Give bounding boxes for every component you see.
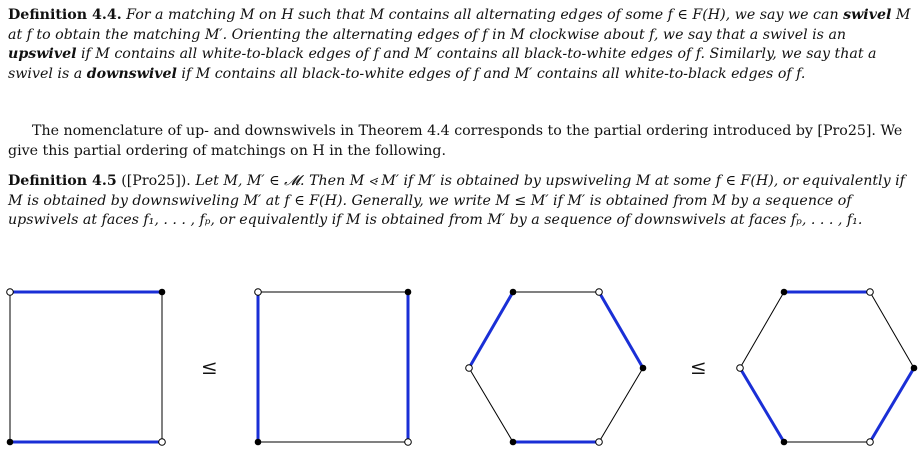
edge — [599, 368, 643, 442]
matched-edge — [870, 368, 914, 442]
matched-edge — [469, 292, 513, 368]
black-vertex — [911, 365, 918, 372]
black-vertex — [7, 439, 14, 446]
black-vertex — [405, 289, 412, 296]
black-vertex — [781, 439, 788, 446]
term-upswivel: upswivel — [8, 46, 77, 63]
white-vertex — [737, 365, 744, 372]
black-vertex — [159, 289, 166, 296]
edge — [740, 292, 784, 368]
definition-text: M at f to obtain the matching M′. Orienting the alternating edges of f in M clockwise about f, we say that a swivel is an — [8, 7, 911, 43]
nomenclature-paragraph: The nomenclature of up- and downswivels in Theorem 4.4 corresponds to the partial ordering introduced by [Pro25]. We give this partial ordering of matchings on H in the following. — [8, 123, 903, 159]
term-downswivel: downswivel — [86, 65, 177, 82]
white-vertex — [596, 289, 603, 296]
leq-symbol: ≤ — [690, 355, 707, 379]
matching-figure — [0, 282, 924, 456]
white-vertex — [867, 289, 874, 296]
definition-4-4 — [8, 6, 916, 84]
definition-text: if M contains all black-to-white edges of f and M′ contains all white-to-black edges of f. — [176, 65, 806, 82]
matching-panel-2 — [255, 289, 412, 446]
white-vertex — [596, 439, 603, 446]
definition-label: Definition 4.4. — [8, 7, 122, 23]
white-vertex — [466, 365, 473, 372]
white-vertex — [405, 439, 412, 446]
black-vertex — [640, 365, 647, 372]
matched-edge — [740, 368, 784, 442]
definition-text: For a matching M on H such that M contains all alternating edges of some f ∈ F(H), we say we can — [126, 7, 844, 23]
matching-panel-1 — [7, 289, 166, 446]
leq-symbol: ≤ — [201, 355, 218, 379]
white-vertex — [255, 289, 262, 296]
matching-panel-3 — [466, 289, 647, 446]
edge — [870, 292, 914, 368]
definition-label: Definition 4.5 — [8, 173, 117, 189]
definition-text: if M contains all white-to-black edges of f and M′ contains all black-to-white edges of f. Similarly, we say that a swivel is a — [8, 46, 877, 82]
matching-diagram — [0, 282, 924, 456]
black-vertex — [510, 439, 517, 446]
black-vertex — [510, 289, 517, 296]
edge — [469, 368, 513, 442]
term-swivel: swivel — [843, 7, 892, 23]
matching-panel-4 — [737, 289, 918, 446]
definition-4-5 — [8, 172, 916, 231]
black-vertex — [255, 439, 262, 446]
definition-text: Let M, M′ ∈ 𝓜. Then M ⋖ M′ if M′ is obtained by upswiveling M at some f ∈ F(H), or equivalently if M is obtained by downswiveling M′ at f ∈ F(H). Generally, we write M ≤ M′ if M′ is obtained from M by a sequence of upswivels at faces f₁, . . . , fₚ, or equivalently if M is obtained from M′ by a sequence of downswivels at faces fₚ, . . . , f₁. — [8, 173, 905, 229]
white-vertex — [867, 439, 874, 446]
matched-edge — [599, 292, 643, 368]
white-vertex — [7, 289, 14, 296]
white-vertex — [159, 439, 166, 446]
definition-citation: ([Pro25]). — [121, 173, 191, 189]
black-vertex — [781, 289, 788, 296]
